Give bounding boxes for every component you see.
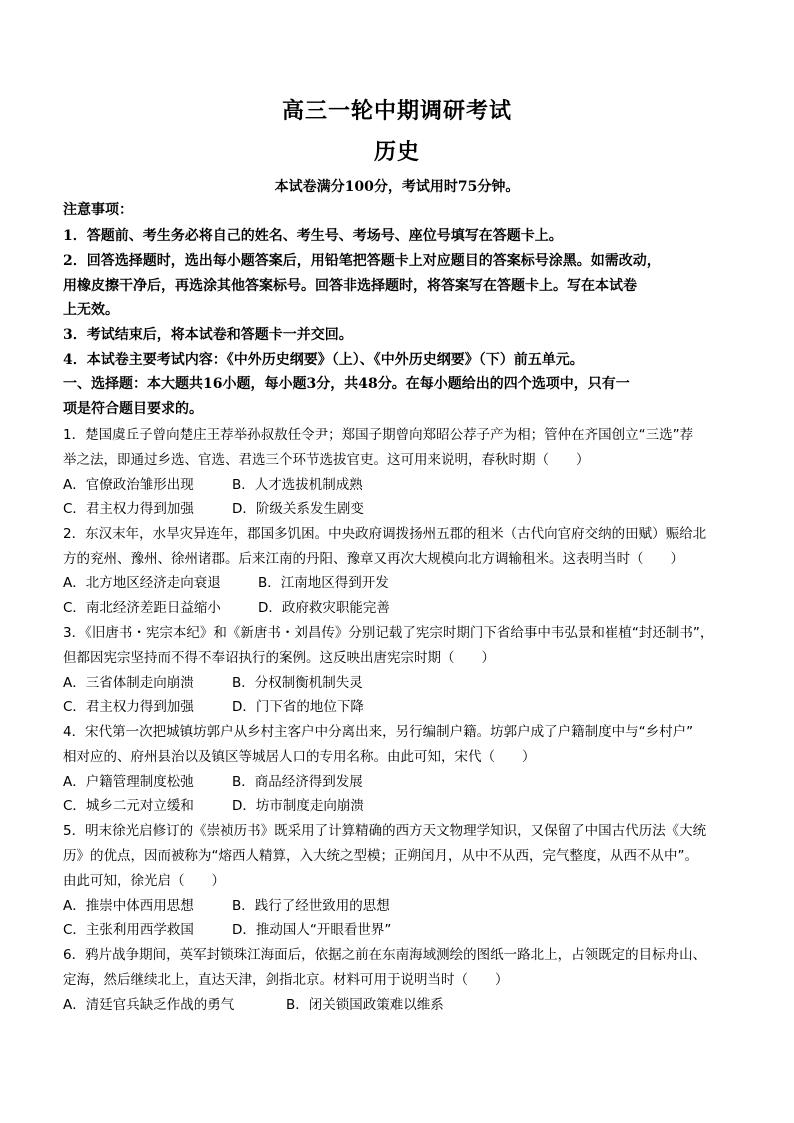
section-heading-line-1: 一、选择题：本大题共16小题，每小题3分，共48分。在每小题给出的四个选项中，只有一	[63, 376, 630, 392]
question-6-option-a: A．清廷官兵缺乏作战的勇气	[63, 997, 235, 1013]
question-1-line-2: 举之法，即通过乡选、官选、君选三个环节选拔官吏。这可用来说明，春秋时期（ ）	[63, 452, 590, 468]
question-6-line-1: 6．鸦片战争期间，英军封锁珠江海面后，依据之前在东南海域测绘的图纸一路北上，占领既定的目标舟山、	[63, 947, 707, 963]
note-2-line-1: 2．回答选择题时，选出每小题答案后，用铅笔把答题卡上对应题目的答案标号涂黑。如需改动，	[63, 253, 661, 269]
question-4-line-2: 相对应的、府州县治以及镇区等城居人口的专用名称。由此可知，宋代（ ）	[63, 749, 536, 765]
question-4-option-a: A．户籍管理制度松弛	[63, 774, 194, 790]
question-4-option-d: D．坊市制度走向崩溃	[232, 798, 364, 814]
question-3-option-a: A．三省体制走向崩溃	[63, 675, 194, 691]
note-3: 3．考试结束后，将本试卷和答题卡一并交回。	[63, 327, 353, 343]
question-4-line-1: 4．宋代第一次把城镇坊郭户从乡村主客户中分离出来，另行编制户籍。坊郭户成了户籍制度中与“乡村户”	[63, 724, 694, 740]
question-2-line-2: 方的兖州、豫州、徐州诸郡。后来江南的丹阳、豫章又再次大规模向北方调输租米。这表明当时（ ）	[63, 551, 684, 567]
note-2-line-3: 上无效。	[63, 302, 119, 318]
subject-title: 历史	[373, 139, 420, 165]
question-1-option-d: D．阶级关系发生剧变	[232, 501, 364, 517]
question-2-line-1: 2．东汉末年，水旱灾异连年，郡国多饥困。中央政府调拨扬州五郡的租米（古代向官府交纳的田赋）赈给北	[63, 526, 707, 542]
question-5-option-c: C．主张利用西学救国	[63, 922, 194, 938]
section-heading-line-2: 项是符合题目要求的。	[63, 401, 203, 417]
question-3-option-c: C．君主权力得到加强	[63, 699, 194, 715]
question-5-option-a: A．推崇中体西用思想	[63, 898, 194, 914]
question-5-line-3: 由此可知，徐光启（ ）	[63, 873, 225, 889]
question-1-option-a: A．官僚政治雏形出现	[63, 477, 194, 493]
question-3-option-b: B．分权制衡机制失灵	[232, 675, 363, 691]
question-4-option-b: B．商品经济得到发展	[232, 774, 363, 790]
question-4-option-c: C．城乡二元对立缓和	[63, 798, 194, 814]
note-2-line-2: 用橡皮擦干净后，再选涂其他答案标号。回答非选择题时，将答案写在答题卡上。写在本试卷	[63, 278, 637, 294]
question-2-option-b: B．江南地区得到开发	[258, 575, 389, 591]
question-6-option-b: B．闭关锁国政策难以维系	[286, 997, 444, 1013]
note-1: 1．答题前、考生务必将自己的姓名、考生号、考场号、座位号填写在答题卡上。	[63, 228, 563, 244]
question-1-option-b: B．人才选拔机制成熟	[232, 477, 363, 493]
note-4: 4．本试卷主要考试内容：《中外历史纲要》（上）、《中外历史纲要》（下）前五单元。	[63, 352, 584, 368]
question-5-line-2: 历》的优点，因而被称为“熔西人精算，入大统之型模；正朔闰月，从中不从西，完气整度，从西不从中”。	[63, 848, 698, 864]
question-1-line-1: 1．楚国虞丘子曾向楚庄王荐举孙叔敖任令尹；郑国子期曾向郑昭公荐子产为相；管仲在齐国创立“三选”荐	[63, 427, 694, 443]
question-2-option-a: A．北方地区经济走向衰退	[63, 575, 221, 591]
question-3-line-1: 3．《旧唐书・宪宗本纪》和《新唐书・刘昌传》分别记载了宪宗时期门下省给事中韦弘景和崔植“封还制书”，	[63, 625, 714, 641]
exam-title: 高三一轮中期调研考试	[281, 98, 512, 124]
question-5-option-b: B．践行了经世致用的思想	[232, 898, 390, 914]
notes-heading: 注意事项：	[63, 202, 133, 218]
question-1-option-c: C．君主权力得到加强	[63, 501, 194, 517]
question-2-option-d: D．政府救灾职能完善	[258, 600, 390, 616]
question-3-line-2: 但都因宪宗坚持而不得不奉诏执行的案例。这反映出唐宪宗时期（ ）	[63, 650, 495, 666]
question-5-option-d: D．推动国人“开眼看世界”	[232, 922, 392, 938]
question-3-option-d: D．门下省的地位下降	[232, 699, 364, 715]
question-5-line-1: 5．明末徐光启修订的《崇祯历书》既采用了计算精确的西方天文物理学知识，又保留了中国古代历法《大统	[63, 823, 707, 839]
question-6-line-2: 定海，然后继续北上，直达天津，剑指北京。材料可用于说明当时（ ）	[63, 972, 509, 988]
exam-subtitle: 本试卷满分100分，考试用时75分钟。	[274, 179, 520, 195]
question-2-option-c: C．南北经济差距日益缩小	[63, 600, 221, 616]
